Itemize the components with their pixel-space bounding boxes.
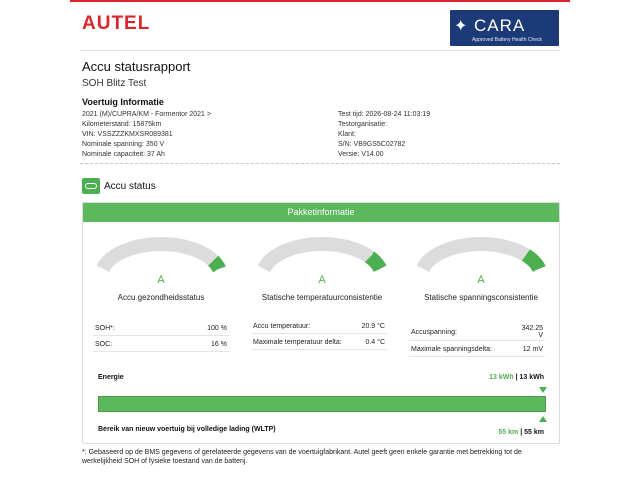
- range-separator: |: [520, 429, 523, 436]
- vehicle-info-left: [82, 110, 211, 160]
- info-line: S/N: VB9GS5C02782: [338, 141, 406, 149]
- table-row: [409, 344, 545, 357]
- card-header: Pakketinformatie: [83, 203, 559, 222]
- package-info-card: [82, 202, 560, 444]
- energy-current: 13 kWh: [489, 374, 514, 381]
- marker-up-icon: [539, 416, 547, 422]
- row-label: SOH*:: [95, 325, 115, 332]
- gauge-label: Accu gezondheidsstatus: [117, 293, 205, 302]
- row-value: 12 mV: [522, 346, 543, 353]
- info-line: Testorganisatie:: [338, 121, 388, 129]
- gauge-health: [86, 233, 236, 293]
- autel-logo: AUTEL: [82, 13, 151, 34]
- table-row: [251, 321, 387, 334]
- gauge-grade: A: [318, 274, 326, 286]
- gauge-voltage: [406, 233, 556, 293]
- gauge-label: Statische temperatuurconsistentie: [261, 293, 383, 302]
- temp-table: [251, 321, 387, 350]
- gauge-temp: [247, 233, 397, 293]
- row-value: 342.25 V: [521, 325, 543, 339]
- info-line: Versie: V14.00: [338, 151, 384, 159]
- cara-name: CARA: [474, 16, 526, 35]
- gauge-grade: A: [157, 274, 165, 286]
- cara-subtitle: Approved Battery Health Check: [472, 37, 543, 43]
- cara-badge: [450, 10, 559, 46]
- voltage-table: [409, 323, 545, 357]
- table-row: [93, 339, 229, 352]
- info-line: Klant:: [338, 131, 356, 139]
- row-value: 16 %: [211, 341, 227, 348]
- energy-value: [489, 374, 544, 381]
- range-label: Bereik van nieuw voertuig bij volledige lading (WLTP): [98, 426, 276, 433]
- row-value: 100 %: [207, 325, 227, 332]
- gauge-arc: [247, 233, 397, 278]
- info-line: VIN: VSSZZZKMXSR089381: [82, 131, 173, 139]
- battery-car-icon: [82, 178, 100, 194]
- table-row: [93, 323, 229, 336]
- row-label: SOC:: [95, 341, 113, 348]
- info-line: Kilometerstand: 15875km: [82, 121, 162, 129]
- energy-bar: [98, 396, 546, 412]
- info-line: 2021 (M)/CUPRA/KM - Formentor 2021 >: [82, 111, 211, 118]
- gauge-arc: [86, 233, 236, 278]
- gauge-arc: [406, 233, 556, 278]
- soh-table: [93, 323, 229, 352]
- row-label: Accuspanning:: [411, 329, 457, 336]
- table-row: [409, 323, 545, 341]
- page-title: Accu statusrapport: [82, 59, 191, 74]
- row-label: Maximale spanningsdelta:: [411, 346, 492, 353]
- info-line: Nominale spanning: 350 V: [82, 141, 165, 149]
- range-total: 55 km: [524, 429, 544, 436]
- energy-label: Energie: [98, 374, 124, 381]
- dashed-divider: [80, 163, 560, 164]
- status-title: Accu status: [104, 181, 156, 192]
- vehicle-info-right: [338, 110, 430, 160]
- divider: [80, 50, 560, 51]
- gauge-label: Statische spanningsconsistentie: [424, 293, 538, 302]
- energy-separator: |: [515, 374, 518, 381]
- energy-total: 13 kWh: [519, 374, 544, 381]
- info-line: Test tijd: 2026-08-24 11:03:19: [338, 111, 431, 118]
- footnote: *: Gebaseerd op de BMS gegevens of gerelateerde gegevens van de voertuigfabrikant. Autel geeft geen enkele garantie met betrekking tot de werkelijkheid SOH of fysieke toestand van de batterij.: [82, 449, 522, 465]
- row-value: 20.9 °C: [361, 323, 385, 330]
- report-page: [70, 0, 570, 480]
- range-current: 55 km: [498, 429, 519, 436]
- range-value: [498, 429, 544, 436]
- star-icon: ✦: [454, 18, 468, 35]
- page-subtitle: SOH Blitz Test: [82, 78, 147, 89]
- table-row: [251, 337, 387, 350]
- row-label: Maximale temperatuur delta:: [253, 339, 342, 346]
- marker-down-icon: [539, 387, 547, 393]
- row-label: Accu temperatuur:: [253, 323, 311, 330]
- top-accent-line: [70, 0, 570, 2]
- vehicle-info-title: Voertuig Informatie: [82, 97, 164, 107]
- row-value: 0.4 °C: [365, 339, 385, 346]
- gauge-grade: A: [477, 274, 485, 286]
- info-line: Nominale capaciteit: 37 Ah: [82, 151, 165, 159]
